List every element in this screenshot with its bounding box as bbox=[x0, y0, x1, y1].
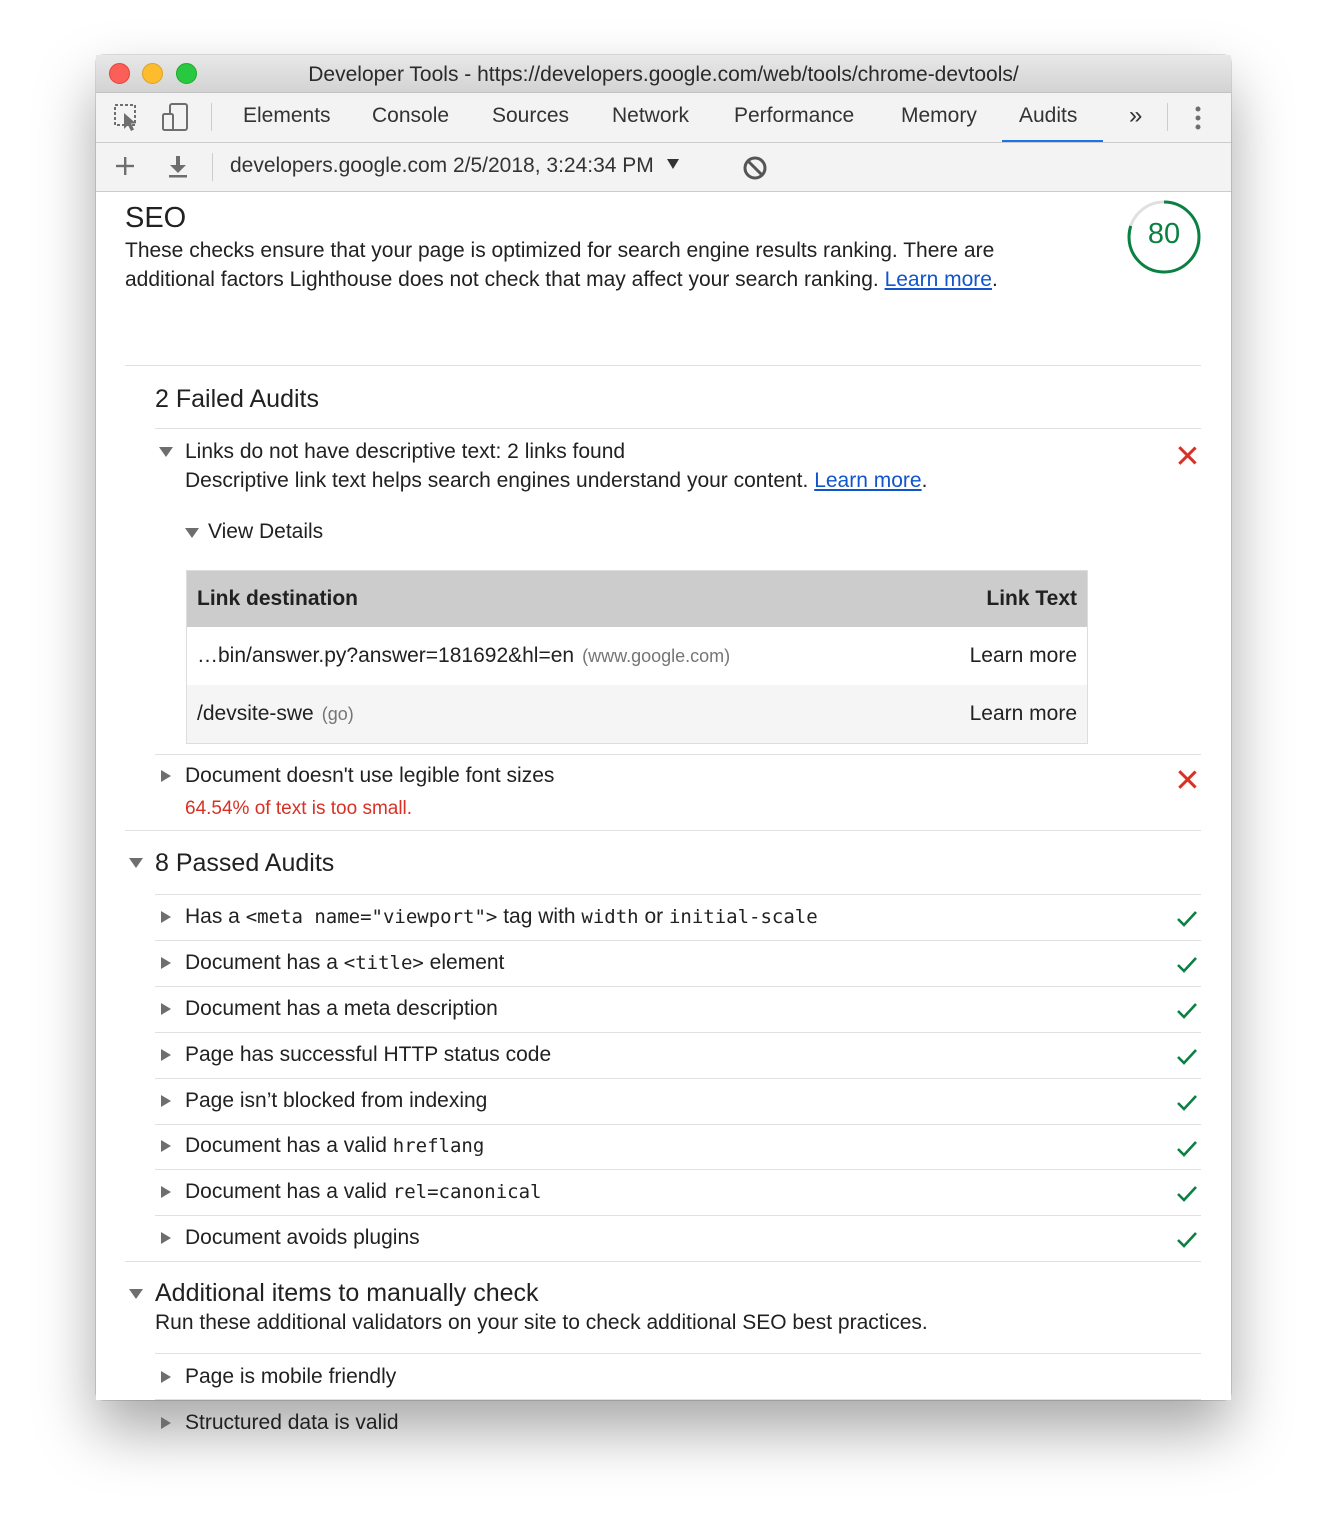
manual-checks-description: Run these additional validators on your site to check additional SEO best practices. bbox=[155, 1311, 928, 1334]
divider bbox=[125, 1261, 1201, 1262]
kebab-menu-icon[interactable] bbox=[1193, 105, 1203, 136]
expand-arrow-icon[interactable] bbox=[161, 1095, 171, 1107]
audit-title-text: Has a bbox=[185, 905, 246, 928]
expand-arrow-icon[interactable] bbox=[161, 1417, 171, 1429]
audit-title-text: Document has a valid bbox=[185, 1180, 393, 1203]
tab-audits[interactable]: Audits bbox=[1002, 93, 1103, 142]
tab-network[interactable]: Network bbox=[612, 104, 690, 127]
tab-performance[interactable]: Performance bbox=[734, 104, 855, 127]
table-header bbox=[187, 571, 1087, 627]
failed-audits-title: 2 Failed Audits bbox=[155, 385, 319, 413]
window-title: Developer Tools - https://developers.google.com/web/tools/chrome-devtools/ bbox=[308, 63, 1019, 86]
audit-title-text: tag with bbox=[497, 905, 582, 928]
audit-code: width bbox=[581, 906, 639, 928]
divider bbox=[155, 1169, 1201, 1170]
check-icon bbox=[1176, 1094, 1198, 1112]
tab-elements[interactable]: Elements bbox=[243, 104, 331, 127]
tab-console[interactable]: Console bbox=[372, 104, 450, 127]
link-destination: …bin/answer.py?answer=181692&hl=en bbox=[197, 644, 575, 667]
passed-audits-arrow-icon[interactable] bbox=[129, 858, 143, 868]
expand-arrow-icon[interactable] bbox=[161, 1003, 171, 1015]
expand-arrow-icon[interactable] bbox=[161, 770, 171, 782]
divider bbox=[155, 754, 1201, 755]
divider bbox=[155, 1353, 1201, 1354]
expand-arrow-icon[interactable] bbox=[161, 1232, 171, 1244]
x-icon bbox=[1177, 769, 1197, 789]
audits-toolbar bbox=[96, 143, 1231, 192]
details-table bbox=[186, 570, 1088, 744]
toolbar-separator bbox=[212, 153, 213, 181]
divider bbox=[155, 428, 1201, 429]
score-value: 80 bbox=[1147, 218, 1181, 250]
audit-title[interactable]: Links do not have descriptive text: 2 links found bbox=[185, 440, 626, 463]
divider bbox=[155, 1399, 1201, 1400]
divider bbox=[155, 1078, 1201, 1079]
audit-title[interactable]: Page isn’t blocked from indexing bbox=[185, 1089, 488, 1112]
check-icon bbox=[1176, 1185, 1198, 1203]
audit-title[interactable]: Document has a meta description bbox=[185, 997, 498, 1020]
devtools-window bbox=[96, 55, 1231, 1434]
manual-check-item[interactable]: Structured data is valid bbox=[185, 1411, 399, 1434]
toolbar-separator bbox=[211, 103, 212, 131]
audit-display-value: 64.54% of text is too small. bbox=[185, 798, 413, 819]
report-content bbox=[96, 192, 1231, 1434]
check-icon bbox=[1176, 910, 1198, 928]
manual-checks-arrow-icon[interactable] bbox=[129, 1289, 143, 1299]
divider bbox=[155, 1124, 1201, 1125]
link-origin: (www.google.com) bbox=[582, 646, 731, 666]
divider bbox=[125, 365, 1201, 366]
table-row bbox=[187, 627, 1087, 685]
audit-title[interactable]: Document avoids plugins bbox=[185, 1226, 420, 1249]
panel-tab-bar bbox=[96, 93, 1231, 143]
table-row bbox=[187, 685, 1087, 743]
title-bar bbox=[96, 55, 1231, 93]
clear-block-icon[interactable] bbox=[742, 155, 768, 186]
audit-code: <meta name="viewport"> bbox=[245, 906, 498, 928]
inspect-element-icon[interactable] bbox=[112, 102, 142, 137]
audit-title-text: or bbox=[638, 905, 669, 928]
check-icon bbox=[1176, 1140, 1198, 1158]
audit-description-text: Descriptive link text helps search engines understand your content. bbox=[185, 469, 809, 492]
audit-code: rel=canonical bbox=[392, 1181, 542, 1203]
check-icon bbox=[1176, 1002, 1198, 1020]
download-icon[interactable] bbox=[167, 155, 189, 184]
column-header-link-text: Link Text bbox=[986, 587, 1077, 610]
audit-code: hreflang bbox=[392, 1135, 485, 1157]
tab-sources[interactable]: Sources bbox=[492, 104, 570, 127]
period: . bbox=[921, 469, 928, 492]
expand-arrow-icon[interactable] bbox=[161, 957, 171, 969]
toolbar-separator bbox=[1167, 103, 1168, 131]
expand-arrow-icon[interactable] bbox=[161, 911, 171, 923]
report-select-label: developers.google.com 2/5/2018, 3:24:34 PM bbox=[230, 154, 654, 177]
audit-description bbox=[185, 469, 927, 493]
check-icon bbox=[1176, 1231, 1198, 1249]
view-details-toggle[interactable]: View Details bbox=[208, 520, 324, 543]
report-select[interactable] bbox=[230, 154, 680, 178]
divider bbox=[155, 986, 1201, 987]
divider bbox=[155, 940, 1201, 941]
category-description bbox=[125, 236, 1085, 294]
audit-title[interactable] bbox=[185, 951, 504, 975]
audit-title[interactable] bbox=[185, 1134, 484, 1158]
period: . bbox=[991, 268, 998, 291]
divider bbox=[125, 830, 1201, 831]
link-destination-cell bbox=[197, 702, 354, 726]
expand-arrow-icon[interactable] bbox=[161, 1371, 171, 1383]
link-destination-cell bbox=[197, 644, 730, 668]
expand-arrow-icon[interactable] bbox=[161, 1140, 171, 1152]
seo-learn-more-link[interactable]: Learn more bbox=[884, 268, 992, 291]
device-toolbar-icon[interactable] bbox=[160, 102, 190, 137]
link-destination: /devsite-swe bbox=[197, 702, 314, 725]
manual-checks-title[interactable]: Additional items to manually check bbox=[155, 1279, 539, 1307]
divider bbox=[155, 1215, 1201, 1216]
plus-icon[interactable] bbox=[114, 155, 136, 182]
audit-learn-more-link[interactable]: Learn more bbox=[814, 469, 922, 492]
link-text-cell: Learn more bbox=[969, 644, 1077, 667]
check-icon bbox=[1176, 956, 1198, 974]
x-icon bbox=[1177, 445, 1197, 465]
audit-title[interactable] bbox=[185, 1180, 542, 1204]
link-text-cell: Learn more bbox=[969, 702, 1077, 725]
link-origin: (go) bbox=[321, 704, 354, 724]
passed-audits-title[interactable]: 8 Passed Audits bbox=[155, 849, 335, 877]
audit-code: initial-scale bbox=[668, 906, 818, 928]
more-tabs-button[interactable]: » bbox=[1129, 102, 1143, 129]
view-details-arrow-icon[interactable] bbox=[185, 528, 199, 538]
check-icon bbox=[1176, 1048, 1198, 1066]
audit-title-text: Document has a valid bbox=[185, 1134, 393, 1157]
audit-title-text: Document has a bbox=[185, 951, 344, 974]
column-header-link-destination: Link destination bbox=[197, 587, 359, 610]
divider bbox=[155, 894, 1201, 895]
tab-memory[interactable]: Memory bbox=[901, 104, 977, 127]
audit-code: <title> bbox=[343, 952, 424, 974]
category-title: SEO bbox=[125, 202, 187, 234]
manual-check-item[interactable]: Page is mobile friendly bbox=[185, 1365, 397, 1388]
chevron-down-icon bbox=[666, 158, 680, 170]
expand-arrow-icon[interactable] bbox=[161, 1186, 171, 1198]
expand-arrow-icon[interactable] bbox=[161, 1049, 171, 1061]
audit-title-text: element bbox=[423, 951, 505, 974]
divider bbox=[155, 1032, 1201, 1033]
audit-title[interactable]: Document doesn't use legible font sizes bbox=[185, 764, 555, 787]
audit-title[interactable] bbox=[185, 905, 818, 929]
expand-arrow-icon[interactable] bbox=[159, 447, 173, 457]
category-description-text: These checks ensure that your page is optimized for search engine results ranking. There are additional factors Lighthouse does not check that may affect your search ranking. bbox=[125, 239, 995, 291]
audit-title[interactable]: Page has successful HTTP status code bbox=[185, 1043, 552, 1066]
